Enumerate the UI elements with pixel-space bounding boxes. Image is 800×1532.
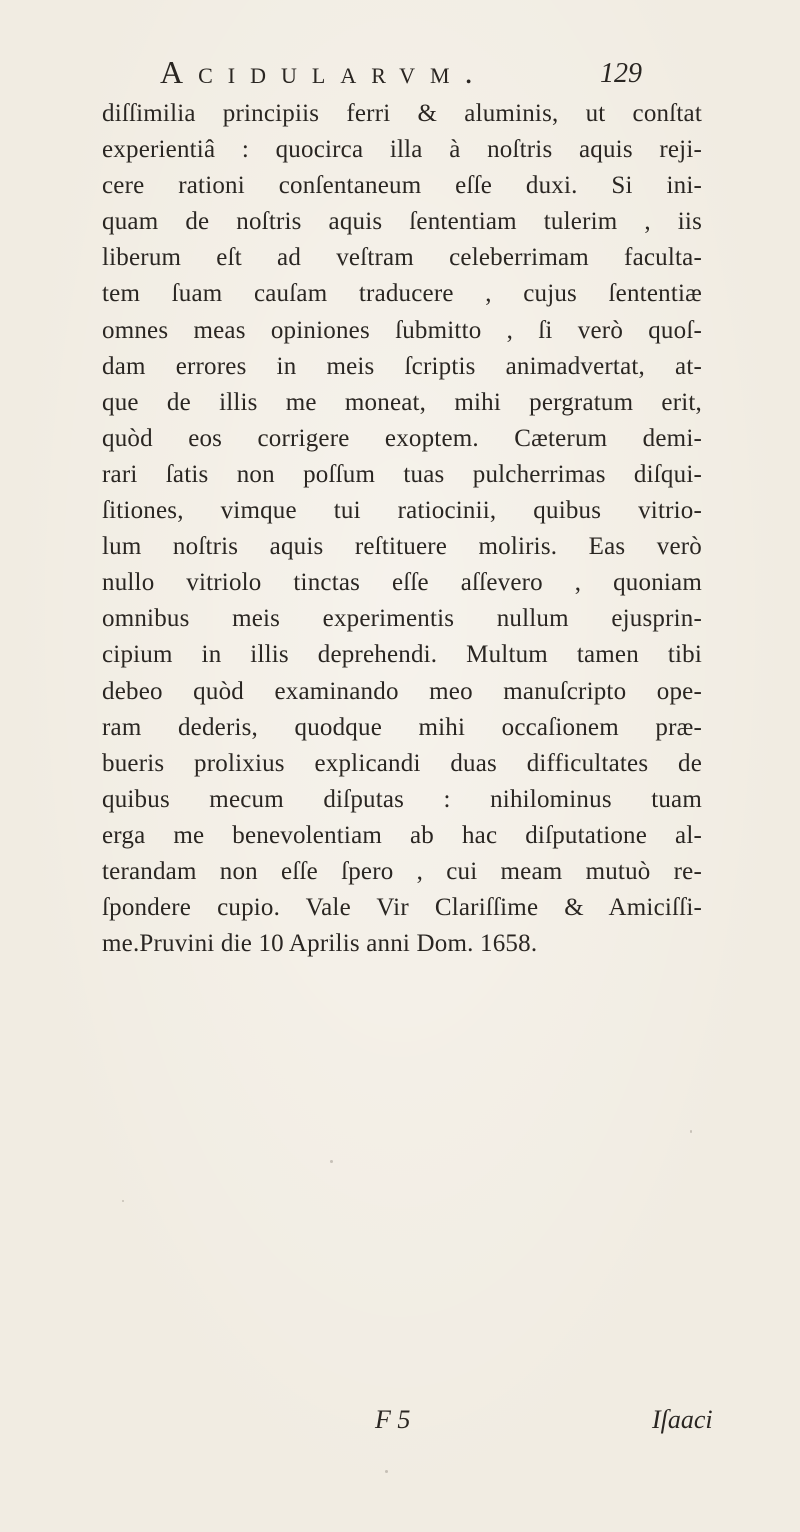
text-line: rari ſatis non poſſum tuas pulcherrimas diſqui- bbox=[102, 460, 702, 488]
page-footer bbox=[0, 1400, 800, 1460]
text-line: quòd eos corrigere exoptem. Cæterum demi- bbox=[102, 424, 702, 452]
paper-speck bbox=[330, 1160, 333, 1163]
text-line: omnes meas opiniones ſubmitto , ſi verò quoſ- bbox=[102, 316, 702, 344]
running-head bbox=[160, 52, 640, 92]
text-line: cipium in illis deprehendi. Multum tamen tibi bbox=[102, 641, 702, 669]
running-head-title: Acidularvm. bbox=[160, 54, 488, 90]
text-line: experientiâ : quocirca illa à noſtris aquis reji- bbox=[102, 136, 702, 164]
paper-speck bbox=[690, 1130, 692, 1133]
text-line: nullo vitriolo tinctas eſſe aſſevero , quoniam bbox=[102, 569, 702, 597]
text-line: ram dederis, quodque mihi occaſionem præ- bbox=[102, 713, 702, 741]
text-line: tem ſuam cauſam traducere , cujus ſententiæ bbox=[102, 280, 702, 308]
paper-speck bbox=[122, 1200, 124, 1202]
text-line: diſſimilia principiis ferri & aluminis, ut conſtat bbox=[102, 100, 702, 127]
body-text bbox=[102, 96, 702, 962]
signature-mark: F 5 bbox=[375, 1405, 411, 1434]
page-number: 129 bbox=[600, 58, 642, 89]
catchword: Iſaaci bbox=[652, 1405, 713, 1434]
text-line: que de illis me moneat, mihi pergratum erit, bbox=[102, 388, 702, 416]
text-line: omnibus meis experimentis nullum ejusprin- bbox=[102, 605, 702, 633]
text-line: bueris prolixius explicandi duas difficultates de bbox=[102, 749, 702, 777]
text-line: cere rationi conſentaneum eſſe duxi. Si ini- bbox=[102, 172, 702, 200]
text-line: ſpondere cupio. Vale Vir Clariſſime & Amiciſſi- bbox=[102, 894, 702, 922]
text-line: quam de noſtris aquis ſententiam tulerim , iis bbox=[102, 208, 702, 236]
text-line: ſitiones, vimque tui ratiocinii, quibus vitrio- bbox=[102, 497, 702, 525]
text-line: liberum eſt ad veſtram celeberrimam faculta- bbox=[102, 244, 702, 272]
text-line: terandam non eſſe ſpero , cui meam mutuò re- bbox=[102, 857, 702, 885]
text-line: erga me benevolentiam ab hac diſputatione al- bbox=[102, 821, 702, 849]
text-line: quibus mecum diſputas : nihilominus tuam bbox=[102, 785, 702, 813]
text-line: lum noſtris aquis reſtituere moliris. Eas verò bbox=[102, 533, 702, 561]
text-line-last: me.Pruvini die 10 Aprilis anni Dom. 1658. bbox=[102, 930, 538, 958]
paper-speck bbox=[385, 1470, 388, 1473]
text-line: dam errores in meis ſcriptis animadvertat, at- bbox=[102, 352, 702, 380]
text-line: debeo quòd examinando meo manuſcripto ope- bbox=[102, 677, 702, 705]
